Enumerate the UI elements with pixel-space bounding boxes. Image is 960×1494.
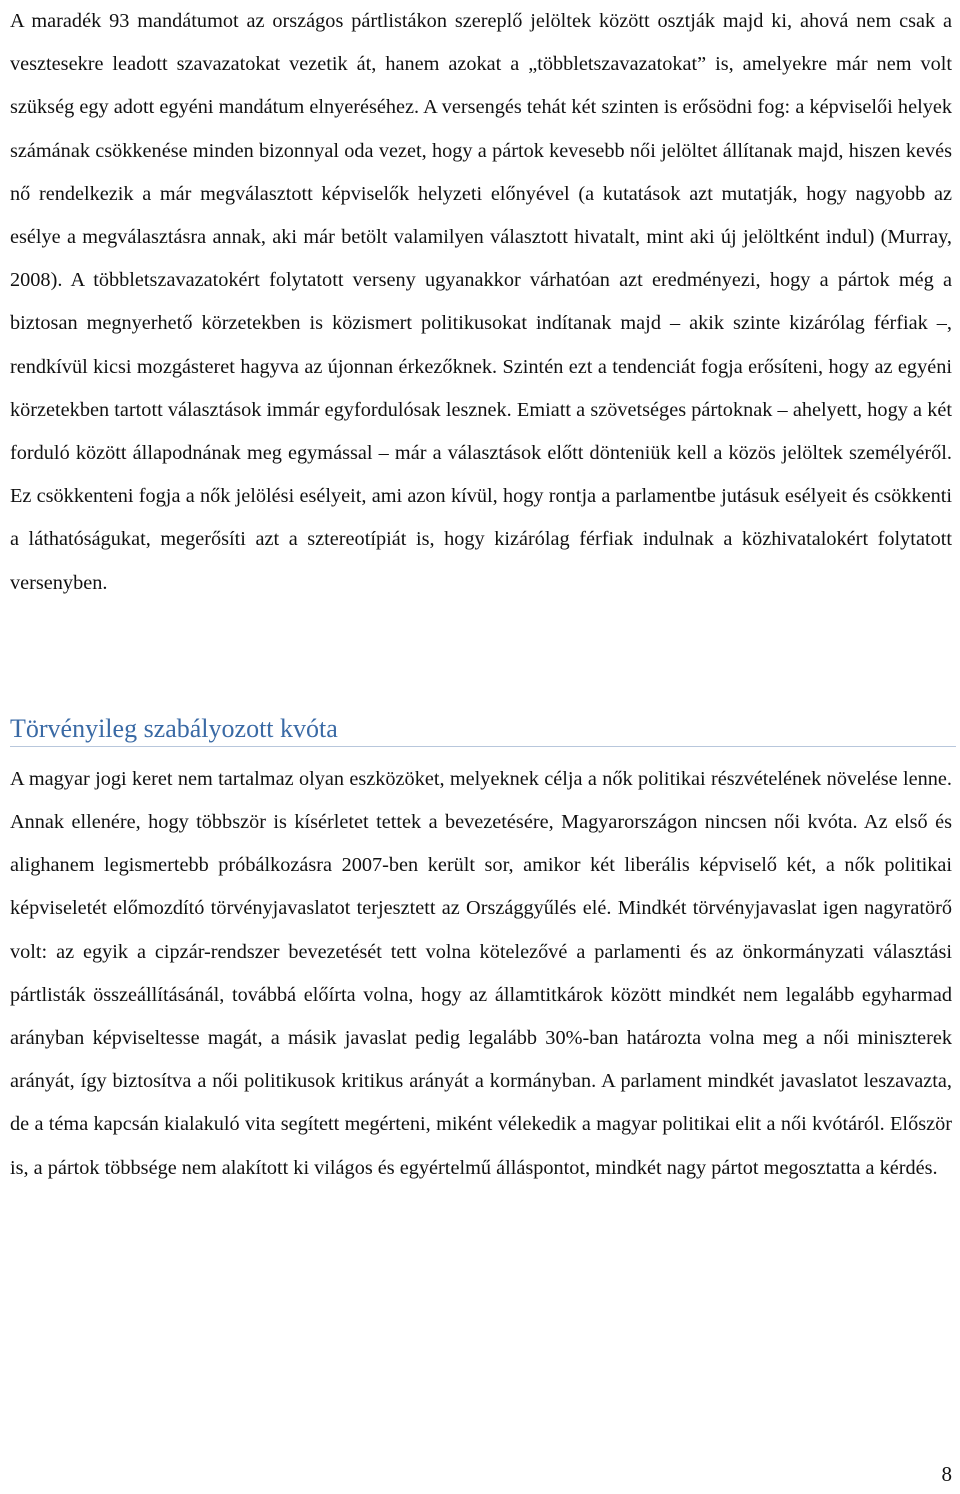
section-heading-block (10, 713, 956, 747)
page-number: 8 (941, 1462, 952, 1486)
section-heading: Törvényileg szabályozott kvóta (10, 713, 338, 743)
body-paragraph: A maradék 93 mandátumot az országos pártlistákon szereplő jelöltek között osztják majd ki, ahová nem csak a vesztesekre leadott szavazatokat vezetik át, hanem azokat a „többletszavazatokat” is, amelyekre már nem volt szükség egy adott egyéni mandátum elnyeréséhez. A versengés tehát két szinten is erősödni fog: a képviselői helyek számának csökkenése minden bizonnyal oda vezet, hogy a pártok kevesebb női jelöltet állítanak majd, hiszen kevés nő rendelkezik a már megválasztott képviselők helyzeti előnyével (a kutatások azt mutatják, hogy nagyobb az esélye a megválasztásra annak, aki már betölt valamilyen választott hivatalt, mint aki új jelöltként indul) (Murray, 2008). A többletszavazatokért folytatott verseny ugyanakkor várhatóan azt eredményezi, hogy a pártok még a biztosan megnyerhető körzetekben is közismert politikusokat indítanak majd – akik szinte kizárólag férfiak –, rendkívül kicsi mozgásteret hagyva az újonnan érkezőknek. Szintén ezt a tendenciát fogja erősíteni, hogy az egyéni körzetekben tartott választások immár egyfordulósak lesznek. Emiatt a szövetséges pártoknak – ahelyett, hogy a két forduló között állapodnának meg egymással – már a választások előtt dönteniük kell a közös jelöltek személyéről. Ez csökkenteni fogja a nők jelölési esélyeit, ami azon kívül, hogy rontja a parlamentbe jutásuk esélyeit és csökkenti a láthatóságukat, megerősíti azt a sztereotípiát is, hogy kizárólag férfiak indulnak a közhivatalokért folytatott versenyben. (10, 10, 952, 594)
document-page (10, 0, 952, 1190)
body-paragraph: A magyar jogi keret nem tartalmaz olyan eszközöket, melyeknek célja a nők politikai részvételének növelése lenne. Annak ellenére, hogy többször is kísérletet tettek a bevezetésére, Magyarországon nincsen női kvóta. Az első és alighanem legismertebb próbálkozásra 2007-ben került sor, amikor két liberális képviselő két, a nők politikai képviseletét előmozdító törvényjavaslatot terjesztett az Országgyűlés elé. Mindkét törvényjavaslat igen nagyratörő volt: az egyik a cipzár-rendszer bevezetését tett volna kötelezővé a parlamenti és az önkormányzati választási pártlisták összeállításánál, továbbá előírta volna, hogy az államtitkárok között mindkét nem legalább egyharmad arányban képviseltesse magát, a másik javaslat pedig legalább 30%-ban határozta volna meg a női miniszterek arányát, így biztosítva a női politikusok kritikus arányát a kormányban. A parlament mindkét javaslatot leszavazta, de a téma kapcsán kialakuló vita segített megérteni, miként vélekedik a magyar politikai elit a női kvótáról. Először is, a pártok többsége nem alakított ki világos és egyértelmű álláspontot, mindkét nagy pártot megosztatta a kérdés. (10, 767, 952, 1179)
